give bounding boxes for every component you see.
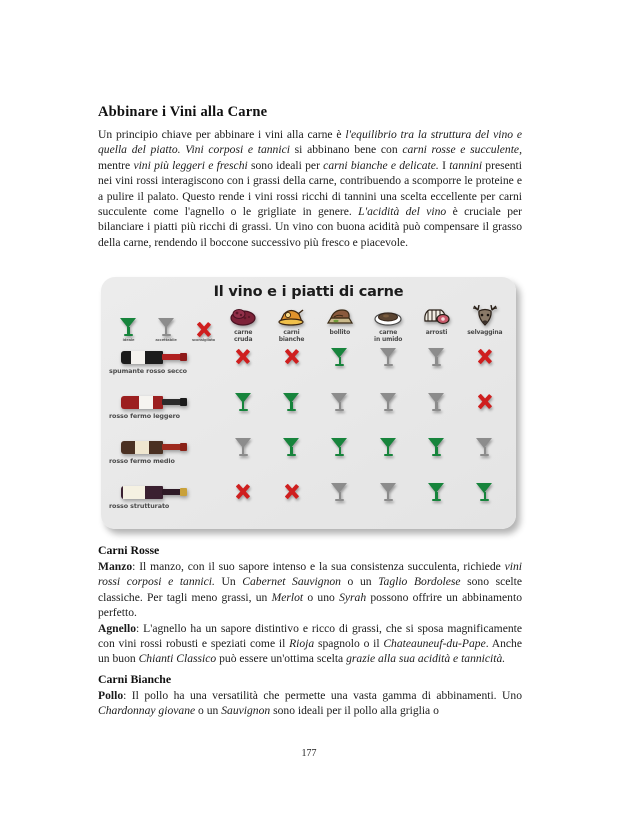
matrix-cell-1-4 xyxy=(412,390,460,435)
red-cross-icon xyxy=(187,315,220,337)
column-label: arrosti xyxy=(425,329,448,336)
matrix-row xyxy=(219,345,509,390)
row-label-rosso-fermo-leggero xyxy=(109,392,221,437)
wine-bottle-icon xyxy=(121,394,191,410)
page-number: 177 xyxy=(301,748,317,759)
matrix-cell-1-1 xyxy=(267,390,315,435)
wine-bottle-icon xyxy=(121,349,191,365)
figure-legend xyxy=(112,305,220,343)
article-content xyxy=(98,104,522,250)
matrix-row xyxy=(219,390,509,435)
wine-glass-grey-icon xyxy=(331,393,348,412)
roast-chicken-icon xyxy=(267,303,315,327)
column-label: carni bianche xyxy=(278,329,305,343)
legend-item-sconsigliato xyxy=(187,315,220,343)
column-label: carne cruda xyxy=(233,329,253,343)
matrix-cell-3-5 xyxy=(461,480,509,525)
column-header-carne-in-umido xyxy=(364,303,412,345)
matrix-cell-3-3 xyxy=(364,480,412,525)
wine-glass-grey-icon xyxy=(476,438,493,457)
row-label-text: rosso fermo medio xyxy=(109,457,175,465)
entry-agnello: Agnello: L'agnello ha un sapore distintivo e ricco di grassi, che si sposa magnificamente con vini rossi robusti e speziati come il Rioja spagnolo o il Chateauneuf-du-Pape. Anche un buon Chianti Classico può essere un'ottima scelta grazie alla sua acidità e tannicità. xyxy=(98,621,522,666)
section-heading-carni-bianche: Carni Bianche xyxy=(98,671,172,686)
legend-label: accettabile xyxy=(155,338,177,342)
column-label: bollito xyxy=(329,329,351,336)
red-cross-icon xyxy=(283,348,299,364)
pairing-matrix xyxy=(219,345,509,525)
matrix-cell-2-2 xyxy=(316,435,364,480)
matrix-row xyxy=(219,480,509,525)
wine-glass-green-icon xyxy=(331,348,348,367)
row-label-text: rosso fermo leggero xyxy=(109,412,180,420)
section-heading-carni-rosse: Carni Rosse xyxy=(98,543,160,557)
wine-glass-green-icon xyxy=(380,438,397,457)
matrix-cell-0-5 xyxy=(461,345,509,390)
matrix-cell-3-0 xyxy=(219,480,267,525)
red-cross-icon xyxy=(235,483,251,499)
intro-paragraph: Un principio chiave per abbinare i vini alla carne è l'equilibrio tra la struttura del vino e quella del piatto. Vini corposi e tannici si abbinano bene con carni rosse e succulente, mentre vini più leggeri e freschi sono ideali per carni bianche e delicate. I tannini presenti nei vini rossi interagiscono con i grassi della carne, contribuendo a scomporre le proteine e a pulire il palato. Questo rende i vini rossi ricchi di tannini una scelta eccellente per carni succulente come l'agnello o le grigliate in genere. L'acidità del vino è cruciale per bilanciare i piatti più ricchi di grassi. Un vino con buona acidità può compensare il grasso della carne, rendendo il boccone successivo più fresco e piacevole. xyxy=(98,128,522,249)
matrix-cell-2-3 xyxy=(364,435,412,480)
row-label-rosso-fermo-medio xyxy=(109,437,221,482)
column-header-carni-bianche xyxy=(267,303,315,345)
matrix-cell-3-2 xyxy=(316,480,364,525)
red-cross-icon xyxy=(477,393,493,409)
boiled-meat-icon xyxy=(316,303,364,327)
matrix-cell-0-4 xyxy=(412,345,460,390)
wine-bottle-icon xyxy=(121,484,191,500)
red-cross-icon xyxy=(477,348,493,364)
matrix-row xyxy=(219,435,509,480)
entry-manzo: Manzo: Il manzo, con il suo sapore intenso e la sua consistenza succulenta, richiede vini rossi corposi e tannici. Un Cabernet Sauvignon o un Taglio Bordolese sono scelte classiche. Per tagli meno grassi, un Merlot o uno Syrah possono offrire un abbinamento perfetto. xyxy=(98,560,523,620)
matrix-cell-1-0 xyxy=(219,390,267,435)
matrix-cell-0-3 xyxy=(364,345,412,390)
legend-label: sconsigliato xyxy=(191,338,216,342)
figure-column-headers xyxy=(219,303,509,345)
wine-glass-grey-icon xyxy=(150,315,183,337)
column-header-selvaggina xyxy=(461,303,509,345)
figure-title: Il vino e i piatti di carne xyxy=(213,284,404,300)
figure-panel xyxy=(101,277,516,529)
wine-glass-grey-icon xyxy=(428,393,445,412)
wine-glass-green-icon xyxy=(283,438,300,457)
wine-glass-green-icon xyxy=(428,438,445,457)
wine-glass-grey-icon xyxy=(331,483,348,502)
column-label: selvaggina xyxy=(467,329,503,336)
roasted-ribs-icon xyxy=(412,303,460,327)
raw-meat-icon xyxy=(219,303,267,327)
wine-glass-grey-icon xyxy=(428,348,445,367)
legend-label: ideale xyxy=(122,338,135,342)
red-cross-icon xyxy=(283,483,299,499)
wine-glass-grey-icon xyxy=(380,348,397,367)
matrix-cell-2-1 xyxy=(267,435,315,480)
wine-glass-green-icon xyxy=(428,483,445,502)
row-label-text: spumante rosso secco xyxy=(109,367,187,375)
wine-glass-green-icon xyxy=(476,483,493,502)
matrix-cell-0-0 xyxy=(219,345,267,390)
red-cross-icon xyxy=(235,348,251,364)
matrix-cell-1-5 xyxy=(461,390,509,435)
matrix-cell-0-1 xyxy=(267,345,315,390)
wine-glass-green-icon xyxy=(283,393,300,412)
wine-bottle-icon xyxy=(121,439,191,455)
wine-glass-grey-icon xyxy=(380,483,397,502)
entry-pollo: Pollo: Il pollo ha una versatilità che permette una vasta gamma di abbinamenti. Uno Chardonnay giovane o un Sauvignon sono ideali per il pollo alla griglia o xyxy=(98,688,522,718)
matrix-cell-2-4 xyxy=(412,435,460,480)
row-label-spumante-rosso-secco xyxy=(109,347,221,392)
column-label: carne in umido xyxy=(374,329,403,343)
row-label-text: rosso strutturato xyxy=(109,502,170,510)
figure-row-labels xyxy=(109,347,221,527)
wine-glass-green-icon xyxy=(235,393,252,412)
matrix-cell-3-1 xyxy=(267,480,315,525)
matrix-cell-1-3 xyxy=(364,390,412,435)
matrix-cell-1-2 xyxy=(316,390,364,435)
column-header-arrosti xyxy=(412,303,460,345)
deer-head-icon xyxy=(461,303,509,327)
wine-glass-green-icon xyxy=(331,438,348,457)
page-title: Abbinare i Vini alla Carne xyxy=(98,104,268,120)
matrix-cell-3-4 xyxy=(412,480,460,525)
wine-glass-grey-icon xyxy=(380,393,397,412)
stew-pot-icon xyxy=(364,303,412,327)
matrix-cell-0-2 xyxy=(316,345,364,390)
matrix-cell-2-0 xyxy=(219,435,267,480)
wine-meat-pairing-figure xyxy=(101,277,519,533)
wine-glass-green-icon xyxy=(112,315,145,337)
legend-item-ideale xyxy=(112,315,145,343)
column-header-carne-cruda xyxy=(219,303,267,345)
matrix-cell-2-5 xyxy=(461,435,509,480)
wine-glass-grey-icon xyxy=(235,438,252,457)
column-header-bollito xyxy=(316,303,364,345)
row-label-rosso-strutturato xyxy=(109,482,221,527)
legend-item-accettabile xyxy=(150,315,183,343)
article-content-lower xyxy=(98,538,522,719)
